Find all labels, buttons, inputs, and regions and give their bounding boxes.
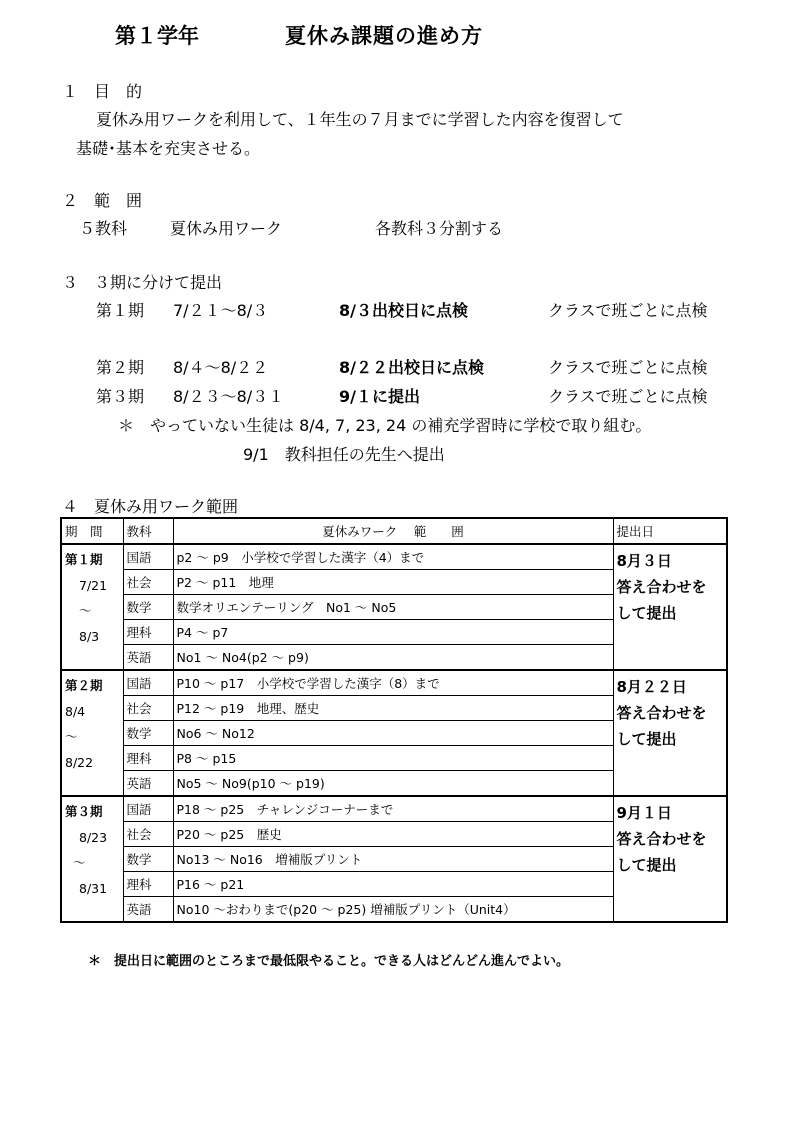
subject-cell: 数学 [123,721,173,746]
range-cell: P2 ～ p11 地理 [173,570,613,595]
range-cell: P16 ～ p21 [173,872,613,897]
due-date: 8月３日 [616,552,672,570]
page-title: 夏休み課題の進め方 [285,23,483,48]
period2-range: 8/４～8/２２ [173,358,269,377]
scope-split: 各教科３分割する [375,219,504,238]
due-instruction: して提出 [616,856,677,874]
period-group-3 [61,796,727,922]
due-cell [613,670,727,796]
due-instruction: して提出 [616,730,677,748]
range-cell: No1 ～ No4(p2 ～ p9) [173,645,613,671]
period2-check: 8/２２出校日に点検 [339,358,484,377]
due-date: 9月１日 [616,804,672,822]
subject-cell: 英語 [123,771,173,797]
period2-class-check: クラスで班ごとに点検 [548,358,708,377]
supplementary-note: ＊ やっていない生徒は 8/4, 7, 23, 24 の補充学習時に学校で取り組む。 [118,416,652,435]
work-range-heading: ４ 夏休み用ワーク範囲 [62,497,239,516]
table-row [61,796,727,822]
range-cell: No13 ～ No16 増補版プリント [173,847,613,872]
period1-range: 7/２１～8/３ [173,301,269,320]
purpose-heading: １ 目 的 [62,82,143,101]
grade-title: 第１学年 [115,23,199,48]
range-cell: P8 ～ p15 [173,746,613,771]
period-group-2 [61,670,727,796]
submit-heading: ３ ３期に分けて提出 [62,273,223,292]
table-row [61,670,727,696]
subject-cell: 理科 [123,872,173,897]
purpose-text-line2: 基礎･基本を充実させる。 [76,139,261,158]
range-cell: No6 ～ No12 [173,721,613,746]
period3-label: 第３期 [96,387,145,406]
period-label: 第１期 [65,552,103,567]
due-instruction: して提出 [616,604,677,622]
range-cell: No5 ～ No9(p10 ～ p19) [173,771,613,797]
period-start: 8/4 [65,703,86,719]
subject-cell: 英語 [123,645,173,671]
range-cell: p2 ～ p9 小学校で学習した漢字（4）まで [173,544,613,570]
range-cell: P20 ～ p25 歴史 [173,822,613,847]
period-cell [61,670,123,796]
period-label: 第２期 [65,678,103,693]
work-range-table [60,517,728,923]
period1-label: 第１期 [96,301,145,320]
due-instruction: 答え合わせを [616,578,707,596]
period3-check: 9/１に提出 [339,387,420,406]
subject-cell: 社会 [123,696,173,721]
due-date: 8月２２日 [616,678,687,696]
subject-cell: 国語 [123,544,173,570]
due-instruction: 答え合わせを [616,830,707,848]
range-cell: P4 ～ p7 [173,620,613,645]
period-start: 7/21 [79,577,108,593]
period3-range: 8/２３～8/３１ [173,387,285,406]
due-instruction: 答え合わせを [616,704,707,722]
period-tilde: ～ [65,729,78,744]
header-due: 提出日 [613,518,727,544]
period1-class-check: クラスで班ごとに点検 [548,301,708,320]
range-cell: P10 ～ p17 小学校で学習した漢字（8）まで [173,670,613,696]
subject-cell: 数学 [123,847,173,872]
header-range: 夏休みワーク 範 囲 [173,518,613,544]
scope-heading: ２ 範 囲 [62,191,143,210]
period3-class-check: クラスで班ごとに点検 [548,387,708,406]
header-subject: 教科 [123,518,173,544]
period-label: 第３期 [65,804,103,819]
subject-cell: 英語 [123,897,173,923]
subject-cell: 国語 [123,670,173,696]
due-cell [613,544,727,670]
period-start: 8/23 [79,829,108,845]
period-group-1 [61,544,727,670]
subject-cell: 社会 [123,570,173,595]
range-cell: 数学オリエンテーリング No1 ～ No5 [173,595,613,620]
range-cell: P18 ～ p25 チャレンジコーナーまで [173,796,613,822]
period-tilde: ～ [73,855,86,870]
header-period: 期 間 [61,518,123,544]
period1-check: 8/３出校日に点検 [339,301,468,320]
subject-cell: 理科 [123,620,173,645]
subject-cell: 社会 [123,822,173,847]
range-cell: No10 ～おわりまで(p20 ～ p25) 増補版プリント（Unit4） [173,897,613,923]
period-end: 8/3 [79,628,100,644]
period-cell [61,544,123,670]
scope-material: 夏休み用ワーク [170,219,283,238]
scope-subjects: ５教科 [79,219,128,238]
table-header-row [61,518,727,544]
footnote: ＊ 提出日に範囲のところまで最低限やること。できる人はどんどん進んでよい。 [88,954,570,969]
period-end: 8/31 [79,880,108,896]
teacher-submit-note: 9/1 教科担任の先生へ提出 [243,445,445,464]
subject-cell: 国語 [123,796,173,822]
range-cell: P12 ～ p19 地理、歴史 [173,696,613,721]
period-cell [61,796,123,922]
purpose-text-line1: 夏休み用ワークを利用して、１年生の７月までに学習した内容を復習して [96,110,624,129]
period-end: 8/22 [65,754,94,770]
period-tilde: ～ [79,603,92,618]
period2-label: 第２期 [96,358,145,377]
subject-cell: 理科 [123,746,173,771]
due-cell [613,796,727,922]
table-row [61,544,727,570]
subject-cell: 数学 [123,595,173,620]
